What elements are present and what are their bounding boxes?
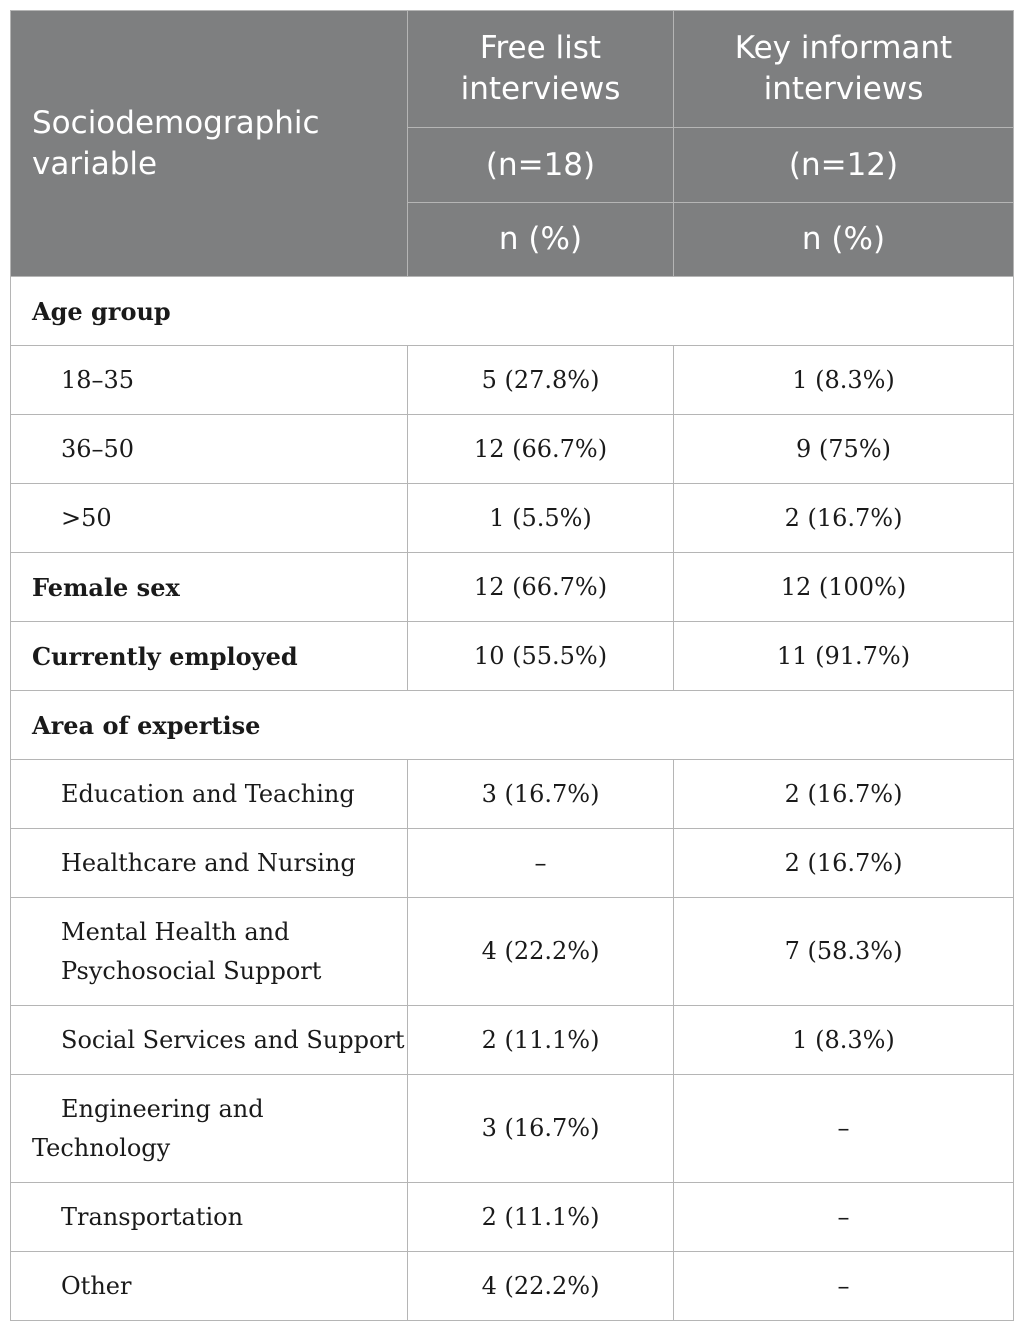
row-free-value: 10 (55.5%) <box>408 622 674 691</box>
row-key-value: 2 (16.7%) <box>674 484 1014 553</box>
row-label-currently-employed: Currently employed <box>11 622 408 691</box>
row-label: Education and Teaching <box>11 760 408 829</box>
row-key-value: 2 (16.7%) <box>674 760 1014 829</box>
row-free-value: – <box>408 829 674 898</box>
row-key-value: – <box>674 1075 1014 1183</box>
section-row <box>11 691 1014 760</box>
table-row <box>11 1006 1014 1075</box>
row-key-value: 11 (91.7%) <box>674 622 1014 691</box>
row-free-value: 2 (11.1%) <box>408 1183 674 1252</box>
row-free-value: 3 (16.7%) <box>408 760 674 829</box>
sociodemographic-table <box>10 10 1014 1321</box>
row-free-value: 2 (11.1%) <box>408 1006 674 1075</box>
header-key-informant: Key informant interviews <box>674 11 1014 128</box>
table-row <box>11 898 1014 1006</box>
row-label: Healthcare and Nursing <box>11 829 408 898</box>
section-row <box>11 277 1014 346</box>
table-row <box>11 346 1014 415</box>
row-free-value: 4 (22.2%) <box>408 1252 674 1321</box>
row-free-value: 12 (66.7%) <box>408 415 674 484</box>
table-row <box>11 415 1014 484</box>
table-row <box>11 1075 1014 1183</box>
header-key-informant-unit: n (%) <box>674 203 1014 277</box>
row-label-line2: Psychosocial Support <box>61 956 322 985</box>
row-label-line1: Mental Health and <box>61 917 290 946</box>
header-free-list: Free list interviews <box>408 11 674 128</box>
table-header <box>11 11 1014 277</box>
row-free-value: 5 (27.8%) <box>408 346 674 415</box>
row-free-value: 4 (22.2%) <box>408 898 674 1006</box>
header-key-informant-n: (n=12) <box>674 128 1014 203</box>
row-label <box>11 1075 408 1183</box>
section-area-of-expertise: Area of expertise <box>11 691 1014 760</box>
table-row <box>11 1252 1014 1321</box>
table-row <box>11 829 1014 898</box>
row-label-female-sex: Female sex <box>11 553 408 622</box>
row-free-value: 12 (66.7%) <box>408 553 674 622</box>
table-row <box>11 622 1014 691</box>
header-free-list-unit: n (%) <box>408 203 674 277</box>
row-label <box>11 898 408 1006</box>
row-key-value: 12 (100%) <box>674 553 1014 622</box>
header-free-list-n: (n=18) <box>408 128 674 203</box>
table-row <box>11 1183 1014 1252</box>
row-key-value: – <box>674 1252 1014 1321</box>
row-label: >50 <box>11 484 408 553</box>
row-free-value: 3 (16.7%) <box>408 1075 674 1183</box>
row-key-value: 1 (8.3%) <box>674 1006 1014 1075</box>
row-key-value: 1 (8.3%) <box>674 346 1014 415</box>
row-key-value: 7 (58.3%) <box>674 898 1014 1006</box>
row-label-line1: Engineering and <box>61 1094 264 1123</box>
row-label: Other <box>11 1252 408 1321</box>
row-label: Transportation <box>11 1183 408 1252</box>
table-row <box>11 484 1014 553</box>
row-key-value: 2 (16.7%) <box>674 829 1014 898</box>
row-key-value: 9 (75%) <box>674 415 1014 484</box>
row-label-line2: Technology <box>32 1133 171 1162</box>
row-label: Social Services and Support <box>11 1006 408 1075</box>
row-label: 36–50 <box>11 415 408 484</box>
row-free-value: 1 (5.5%) <box>408 484 674 553</box>
header-variable: Sociodemographic variable <box>11 11 408 277</box>
table-row <box>11 760 1014 829</box>
section-age-group: Age group <box>11 277 1014 346</box>
row-key-value: – <box>674 1183 1014 1252</box>
table-row <box>11 553 1014 622</box>
row-label: 18–35 <box>11 346 408 415</box>
